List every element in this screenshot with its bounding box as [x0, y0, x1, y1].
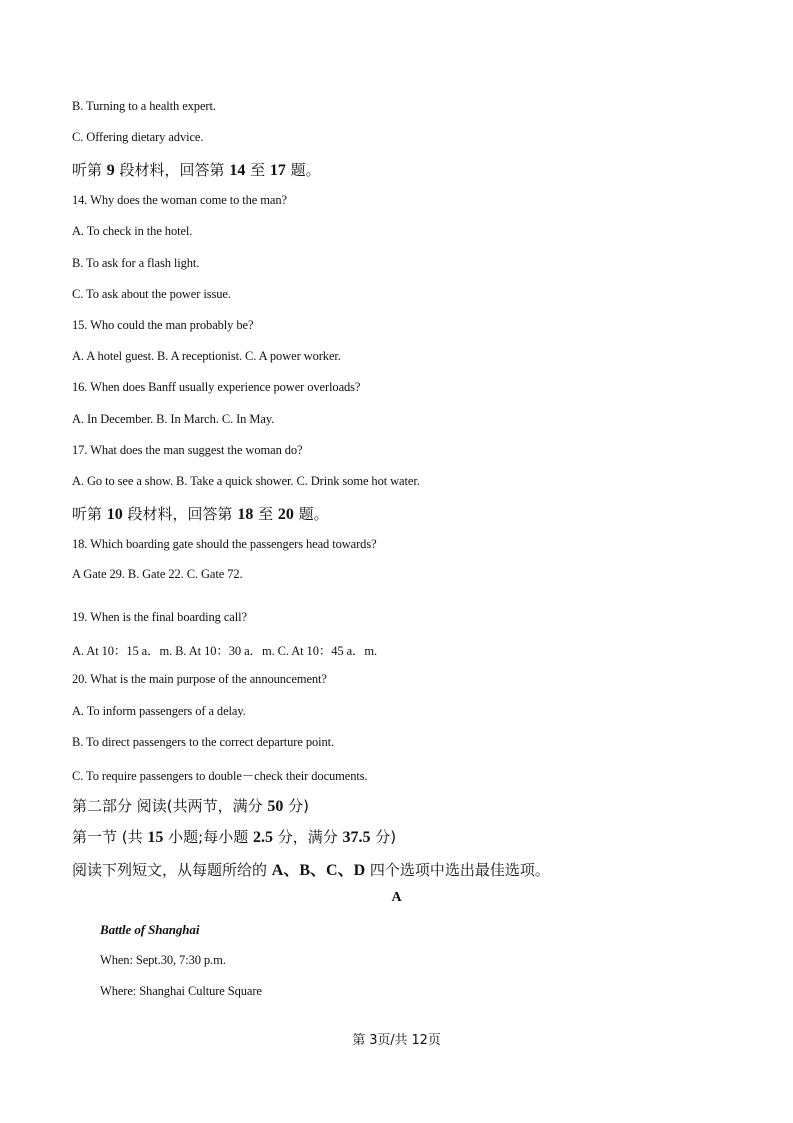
question-15: 15. Who could the man probably be?: [72, 318, 254, 332]
option-14a: A. To check in the hotel.: [72, 224, 193, 238]
question-16: 16. When does Banff usually experience power overloads?: [72, 380, 361, 394]
part-two-header: 第二部分 阅读(共两节，满分 50 分): [72, 797, 310, 815]
options-18: A Gate 29. B. Gate 22. C. Gate 72.: [72, 567, 243, 581]
option-20b: B. To direct passengers to the correct departure point.: [72, 735, 335, 749]
question-18: 18. Which boarding gate should the passengers head towards?: [72, 537, 377, 551]
section-header-10: 听第 10 段材料，回答第 18 至 20 题。: [72, 505, 329, 523]
question-14: 14. Why does the woman come to the man?: [72, 193, 287, 207]
options-15: A. A hotel guest. B. A receptionist. C. A power worker.: [72, 349, 341, 363]
options-16: A. In December. B. In March. C. In May.: [72, 412, 275, 426]
instructions: 阅读下列短文，从每题所给的 A、B、C、D 四个选项中选出最佳选项。: [72, 861, 550, 879]
event-where: Where: Shanghai Culture Square: [100, 984, 262, 998]
option-20a: A. To inform passengers of a delay.: [72, 704, 246, 718]
question-19: 19. When is the final boarding call?: [72, 610, 247, 624]
question-17: 17. What does the man suggest the woman do?: [72, 443, 303, 457]
option-20c: C. To require passengers to double－check their documents.: [72, 769, 368, 783]
options-19: A. At 10：15 a．m. B. At 10：30 a．m. C. At 10：45 a．m.: [72, 644, 378, 658]
section-one-header: 第一节 (共 15 小题;每小题 2.5 分，满分 37.5 分): [72, 828, 397, 846]
event-when: When: Sept.30, 7:30 p.m.: [100, 953, 226, 967]
options-17: A. Go to see a show. B. Take a quick shower. C. Drink some hot water.: [72, 474, 420, 488]
question-20: 20. What is the main purpose of the announcement?: [72, 672, 327, 686]
page-footer: 第 3页/共 12页: [352, 1033, 441, 1048]
option-14b: B. To ask for a flash light.: [72, 256, 200, 270]
section-header-9: 听第 9 段材料，回答第 14 至 17 题。: [72, 161, 321, 179]
option-13c: C. Offering dietary advice.: [72, 130, 204, 144]
passage-label: A: [391, 890, 402, 905]
option-14c: C. To ask about the power issue.: [72, 287, 231, 301]
option-13b: B. Turning to a health expert.: [72, 99, 216, 113]
event-title: Battle of Shanghai: [100, 922, 200, 937]
